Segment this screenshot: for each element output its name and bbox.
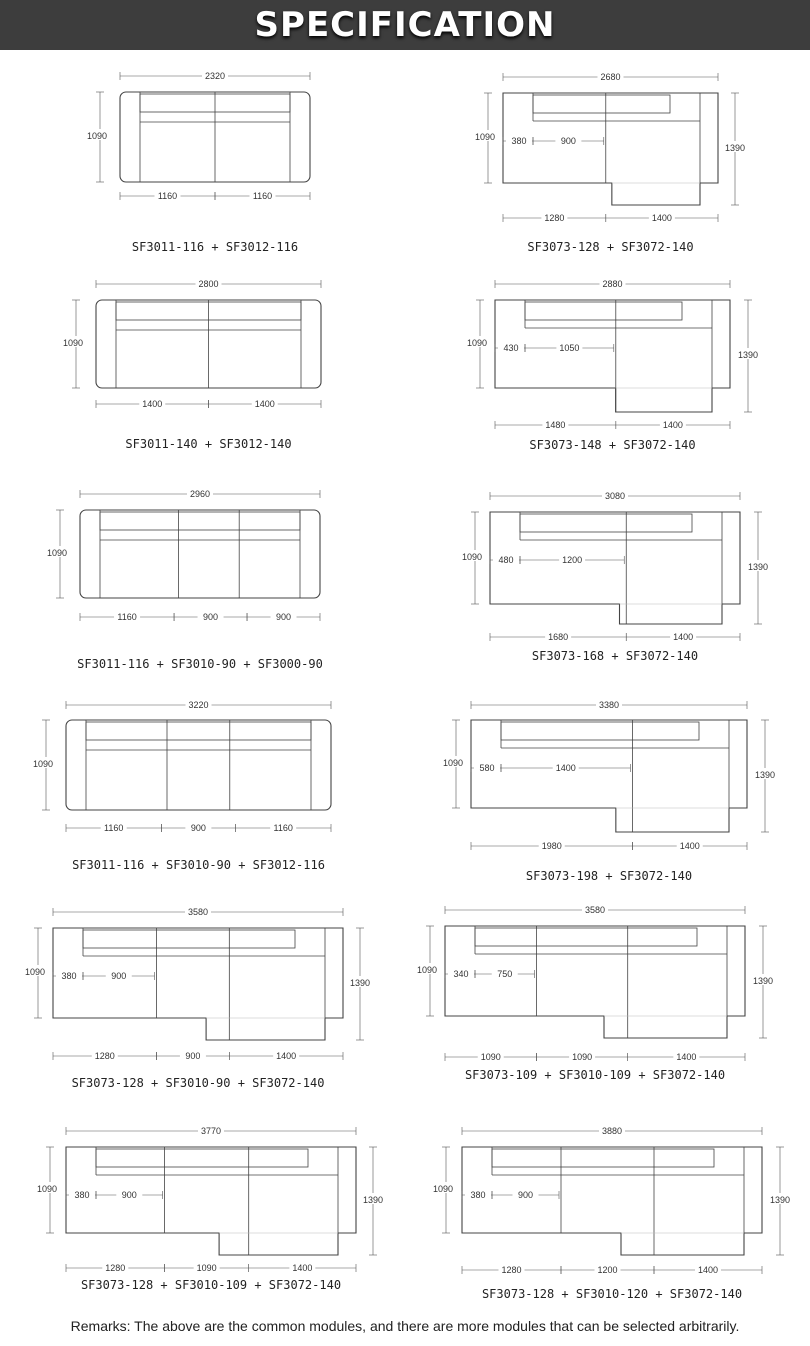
segment-width-label: 1400 bbox=[254, 399, 275, 409]
model-code: SF3073-128 + SF3010-109 + SF3072-140 bbox=[80, 1278, 342, 1292]
sofa-diagram bbox=[414, 905, 775, 1082]
total-width-label: 3880 bbox=[601, 1126, 623, 1136]
segment-width-label: 900 bbox=[276, 612, 292, 622]
total-width-label: 2320 bbox=[204, 71, 226, 81]
model-code: SF3011-116 + SF3010-90 + SF3000-90 bbox=[77, 657, 323, 671]
right-arm bbox=[700, 93, 718, 183]
segment-width-label: 1400 bbox=[292, 1263, 313, 1273]
chaise-depth-label: 1390 bbox=[752, 976, 774, 986]
seat-width-label: 900 bbox=[560, 136, 576, 146]
total-width-label: 3580 bbox=[187, 907, 209, 917]
arm-width-label: 480 bbox=[498, 555, 514, 565]
total-width-label: 3380 bbox=[598, 700, 620, 710]
segment-width-label: 1160 bbox=[252, 191, 273, 201]
model-code: SF3073-168 + SF3072-140 bbox=[531, 649, 699, 663]
seat-width-label: 900 bbox=[517, 1190, 534, 1200]
backrest bbox=[501, 722, 699, 740]
arm-width-label: 430 bbox=[503, 343, 519, 353]
segment-width-label: 1090 bbox=[480, 1052, 501, 1062]
chaise-depth-label: 1390 bbox=[362, 1195, 384, 1205]
segment-width-label: 1400 bbox=[276, 1051, 297, 1061]
model-code: SF3073-109 + SF3010-109 + SF3072-140 bbox=[464, 1068, 726, 1082]
total-width-label: 3770 bbox=[200, 1126, 222, 1136]
depth-label: 1090 bbox=[442, 758, 464, 768]
segment-width-label: 1400 bbox=[651, 213, 672, 223]
backrest bbox=[96, 1149, 308, 1167]
backrest bbox=[533, 95, 670, 113]
backrest bbox=[475, 928, 697, 946]
model-code: SF3073-128 + SF3072-140 bbox=[527, 240, 694, 254]
chaise-depth-label: 1390 bbox=[349, 978, 371, 988]
right-arm bbox=[727, 926, 745, 1016]
sofa-seat-area bbox=[86, 720, 311, 810]
seat-width-label: 900 bbox=[111, 971, 127, 981]
model-code: SF3011-116 + SF3012-116 bbox=[131, 240, 299, 254]
sofa-outline bbox=[503, 93, 718, 205]
total-width-label: 3220 bbox=[188, 700, 209, 710]
seat-width-label: 750 bbox=[497, 969, 513, 979]
right-arm bbox=[325, 928, 343, 1018]
depth-label: 1090 bbox=[416, 965, 438, 975]
seat-width-label: 1400 bbox=[555, 763, 576, 773]
seat-width-label: 1200 bbox=[562, 555, 583, 565]
backrest bbox=[86, 722, 311, 740]
chaise-depth-label: 1390 bbox=[754, 770, 776, 780]
right-arm bbox=[729, 720, 747, 808]
chaise-depth-label: 1390 bbox=[737, 350, 759, 360]
segment-width-label: 1400 bbox=[673, 632, 694, 642]
arm-width-label: 340 bbox=[453, 969, 469, 979]
segment-width-label: 1400 bbox=[676, 1052, 697, 1062]
chaise-depth-label: 1390 bbox=[724, 143, 746, 153]
arm-width-label: 380 bbox=[74, 1190, 90, 1200]
total-width-label: 3580 bbox=[584, 905, 606, 915]
segment-width-label: 900 bbox=[190, 823, 206, 833]
segment-width-label: 1200 bbox=[597, 1265, 618, 1275]
chaise-depth-label: 1390 bbox=[747, 562, 769, 572]
segment-width-label: 1280 bbox=[544, 213, 565, 223]
model-code: SF3073-148 + SF3072-140 bbox=[529, 438, 696, 452]
depth-label: 1090 bbox=[86, 131, 108, 141]
sofa-outline bbox=[53, 928, 343, 1040]
arm-width-label: 380 bbox=[470, 1190, 486, 1200]
model-code: SF3073-198 + SF3072-140 bbox=[525, 869, 693, 883]
arm-width-label: 580 bbox=[479, 763, 495, 773]
segment-width-label: 1160 bbox=[273, 823, 293, 833]
segment-width-label: 1160 bbox=[117, 612, 137, 622]
segment-width-label: 1400 bbox=[142, 399, 163, 409]
sofa-outline bbox=[495, 300, 730, 412]
sofa-outline bbox=[490, 512, 740, 624]
right-arm bbox=[338, 1147, 356, 1233]
backrest bbox=[492, 1149, 714, 1167]
segment-width-label: 1400 bbox=[679, 841, 700, 851]
chaise-depth-label: 1390 bbox=[769, 1195, 791, 1205]
model-code: SF3073-128 + SF3010-120 + SF3072-140 bbox=[481, 1287, 743, 1301]
segment-width-label: 1280 bbox=[105, 1263, 126, 1273]
arm-width-label: 380 bbox=[511, 136, 527, 146]
depth-label: 1090 bbox=[461, 552, 483, 562]
segment-width-label: 1680 bbox=[548, 632, 569, 642]
segment-width-label: 1160 bbox=[157, 191, 178, 201]
segment-width-label: 1980 bbox=[541, 841, 562, 851]
backrest bbox=[520, 514, 692, 532]
segment-width-label: 1090 bbox=[196, 1263, 217, 1273]
total-width-label: 2880 bbox=[602, 279, 623, 289]
sofa-diagram bbox=[34, 1126, 385, 1292]
backrest bbox=[100, 512, 300, 530]
sofa-diagram bbox=[22, 907, 372, 1090]
sofa-outline bbox=[66, 1147, 356, 1255]
seat-width-label: 900 bbox=[121, 1190, 137, 1200]
total-width-label: 3080 bbox=[604, 491, 626, 501]
sofa-diagram bbox=[440, 700, 777, 883]
depth-label: 1090 bbox=[32, 759, 54, 769]
sofa-diagram bbox=[60, 279, 321, 451]
sofa-outline bbox=[462, 1147, 762, 1255]
total-width-label: 2800 bbox=[198, 279, 219, 289]
segment-width-label: 900 bbox=[203, 612, 219, 622]
sofa-diagram bbox=[430, 1126, 792, 1301]
sofa-outline bbox=[66, 720, 331, 810]
segment-width-label: 1160 bbox=[104, 823, 124, 833]
sofa-diagram bbox=[464, 279, 760, 452]
total-width-label: 2960 bbox=[189, 489, 211, 499]
depth-label: 1090 bbox=[432, 1184, 454, 1194]
sofa-diagram bbox=[472, 72, 747, 254]
sofa-outline bbox=[80, 510, 320, 598]
segment-width-label: 1280 bbox=[94, 1051, 115, 1061]
right-arm bbox=[744, 1147, 762, 1233]
sofa-outline bbox=[445, 926, 745, 1038]
remarks-text: Remarks: The above are the common modules, and there are more modules that can be selected arbitrarily. bbox=[70, 1318, 740, 1334]
model-code: SF3011-116 + SF3010-90 + SF3012-116 bbox=[72, 858, 325, 872]
sofa-diagram bbox=[459, 491, 770, 663]
arm-width-label: 380 bbox=[61, 971, 77, 981]
model-code: SF3073-128 + SF3010-90 + SF3072-140 bbox=[71, 1076, 325, 1090]
sofa-diagram bbox=[44, 489, 323, 671]
backrest bbox=[525, 302, 682, 320]
depth-label: 1090 bbox=[466, 338, 488, 348]
segment-width-label: 1280 bbox=[501, 1265, 522, 1275]
segment-width-label: 900 bbox=[185, 1051, 201, 1061]
sofa-seat-area bbox=[100, 510, 300, 598]
segment-width-label: 1400 bbox=[697, 1265, 719, 1275]
segment-width-label: 1400 bbox=[662, 420, 683, 430]
depth-label: 1090 bbox=[474, 132, 496, 142]
depth-label: 1090 bbox=[36, 1184, 58, 1194]
right-arm bbox=[712, 300, 730, 388]
sofa-diagram bbox=[30, 700, 331, 872]
sofa-outline bbox=[471, 720, 747, 832]
depth-label: 1090 bbox=[46, 548, 68, 558]
depth-label: 1090 bbox=[62, 338, 84, 348]
segment-width-label: 1090 bbox=[572, 1052, 593, 1062]
backrest bbox=[83, 930, 295, 948]
page-title: SPECIFICATION bbox=[254, 5, 556, 45]
seat-width-label: 1050 bbox=[559, 343, 580, 353]
right-arm bbox=[722, 512, 740, 604]
sofa-diagram bbox=[84, 71, 310, 254]
segment-width-label: 1480 bbox=[545, 420, 566, 430]
total-width-label: 2680 bbox=[600, 72, 621, 82]
model-code: SF3011-140 + SF3012-140 bbox=[125, 437, 292, 451]
depth-label: 1090 bbox=[24, 967, 46, 977]
